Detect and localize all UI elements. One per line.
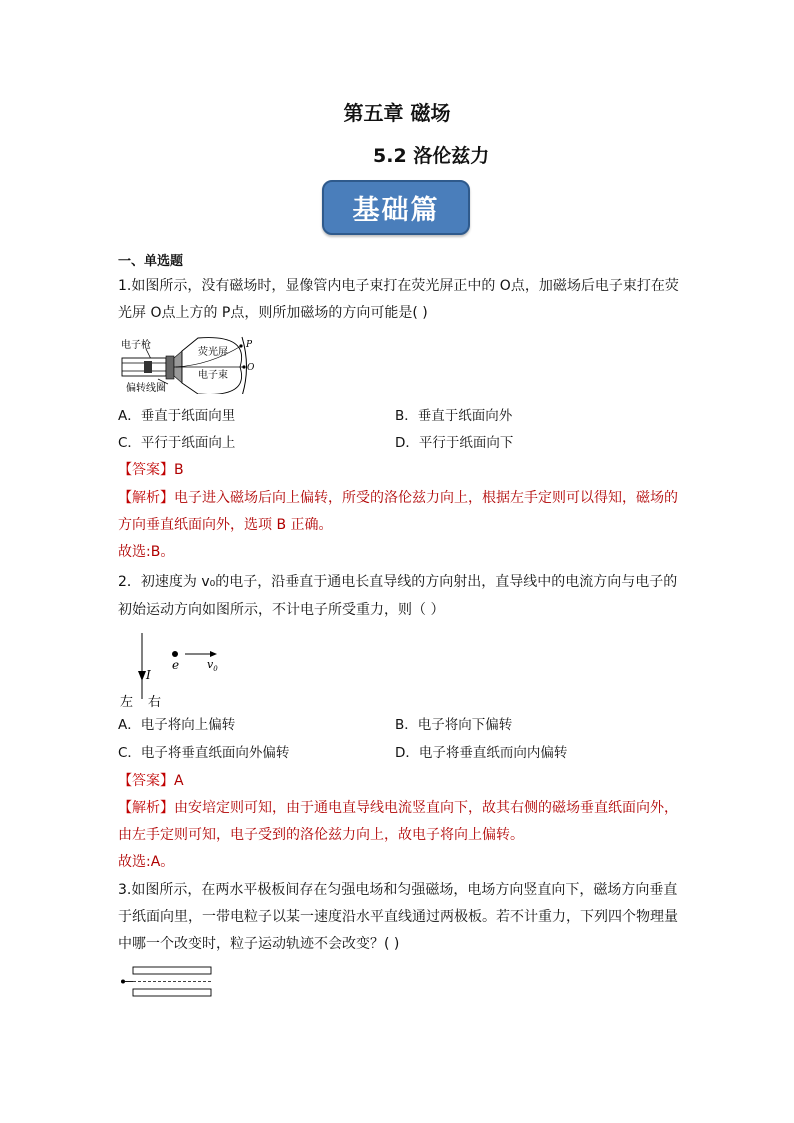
q1-analysis-tag: 【解析】 — [118, 490, 174, 506]
q1-stem-line2: 光屏 O点上方的 P点，则所加磁场的方向可能是( ) — [118, 305, 428, 321]
label-right: 右 — [148, 695, 162, 709]
lesson-title: 5.2 洛伦兹力 — [373, 145, 490, 167]
level-banner: 基础篇 — [322, 180, 470, 235]
q2-analysis-text1: 由安培定则可知，由于通电直导线电流竖直向下，故其右侧的磁场垂直纸面向外， — [174, 800, 678, 816]
q2-analysis-line2: 由左手定则可知，电子受到的洛伦兹力向上，故电子将向上偏转。 — [118, 827, 524, 843]
upper-plate — [133, 967, 211, 974]
q1-answer-tag: 【答案】 — [118, 462, 174, 478]
q3-stem-line1: 3.如图所示，在两水平极板间存在匀强电场和匀强磁场，电场方向竖直向下，磁场方向垂直 — [118, 882, 678, 898]
q2-analysis-line1 — [118, 798, 678, 818]
q2-answer-value: A — [174, 773, 184, 789]
label-electron: e — [172, 658, 180, 672]
q1-option-a[interactable]: A．垂直于纸面向里 — [118, 408, 236, 424]
lower-plate — [133, 989, 211, 996]
q3-stem-line3: 中哪一个改变时，粒子运动轨迹不会改变？( ) — [118, 936, 400, 952]
velocity-arrowhead — [210, 651, 217, 657]
label-screen: 荧光屏 — [198, 347, 228, 358]
q1-analysis-text1: 电子进入磁场后向上偏转，所受的洛伦兹力向上，根据左手定则可以得知，磁场的 — [174, 490, 678, 506]
chapter-title: 第五章 磁场 — [343, 101, 451, 125]
q1-option-d[interactable]: D．平行于纸面向下 — [395, 435, 514, 451]
section-heading: 一、单选题 — [118, 254, 184, 269]
label-electron-gun: 电子枪 — [121, 340, 151, 351]
charged-particle — [121, 980, 125, 984]
label-left: 左 — [120, 695, 134, 709]
q2-option-a[interactable]: A．电子将向上偏转 — [118, 717, 236, 733]
q2-option-d[interactable]: D．电子将垂直纸而向内偏转 — [395, 745, 568, 761]
q1-choice: 故选:B。 — [118, 544, 175, 560]
q2-analysis-tag: 【解析】 — [118, 800, 174, 816]
q1-option-b[interactable]: B．垂直于纸面向外 — [395, 408, 513, 424]
deflection-coil — [166, 356, 174, 379]
q2-answer — [118, 771, 184, 791]
q2-option-c[interactable]: C．电子将垂直纸面向外偏转 — [118, 745, 290, 761]
label-current: I — [146, 668, 151, 682]
q2-answer-tag: 【答案】 — [118, 773, 174, 789]
q1-answer — [118, 460, 184, 480]
electron-dot — [172, 651, 178, 657]
q3-stem-line2: 于纸面向里，一带电粒子以某一速度沿水平直线通过两极板。若不计重力，下列四个物理量 — [118, 909, 678, 925]
q2-stem-line1: 2．初速度为 v₀的电子，沿垂直于通电长直导线的方向射出，直导线中的电流方向与电子的 — [118, 574, 678, 590]
label-o: O — [247, 363, 255, 373]
q2-stem-line2: 初始运动方向如图所示，不计电子所受重力，则（ ） — [118, 602, 445, 618]
q1-analysis-line1 — [118, 488, 678, 508]
gun-cathode — [144, 361, 152, 373]
q2-option-b[interactable]: B．电子将向下偏转 — [395, 717, 513, 733]
q1-analysis-line2: 方向垂直纸面向外，选项 B 正确。 — [118, 517, 333, 533]
point-p-dot — [239, 344, 242, 347]
q1-stem-line1: 1.如图所示，没有磁场时，显像管内电子束打在荧光屏正中的 O点，加磁场后电子束打在荧 — [118, 278, 679, 294]
label-velocity: $v_0$ — [207, 658, 218, 673]
q1-option-c[interactable]: C．平行于纸面向上 — [118, 435, 236, 451]
label-p: P — [246, 340, 253, 350]
q1-crt-figure — [118, 334, 258, 394]
q3-plates-figure — [118, 962, 218, 1002]
label-coil: 偏转线圈 — [126, 383, 166, 394]
label-beam: 电子束 — [198, 370, 228, 381]
q1-answer-value: B — [174, 462, 184, 478]
q2-choice: 故选:A。 — [118, 854, 175, 870]
current-arrow — [138, 671, 146, 681]
point-o-dot — [242, 365, 245, 368]
q2-wire-figure — [118, 629, 228, 709]
